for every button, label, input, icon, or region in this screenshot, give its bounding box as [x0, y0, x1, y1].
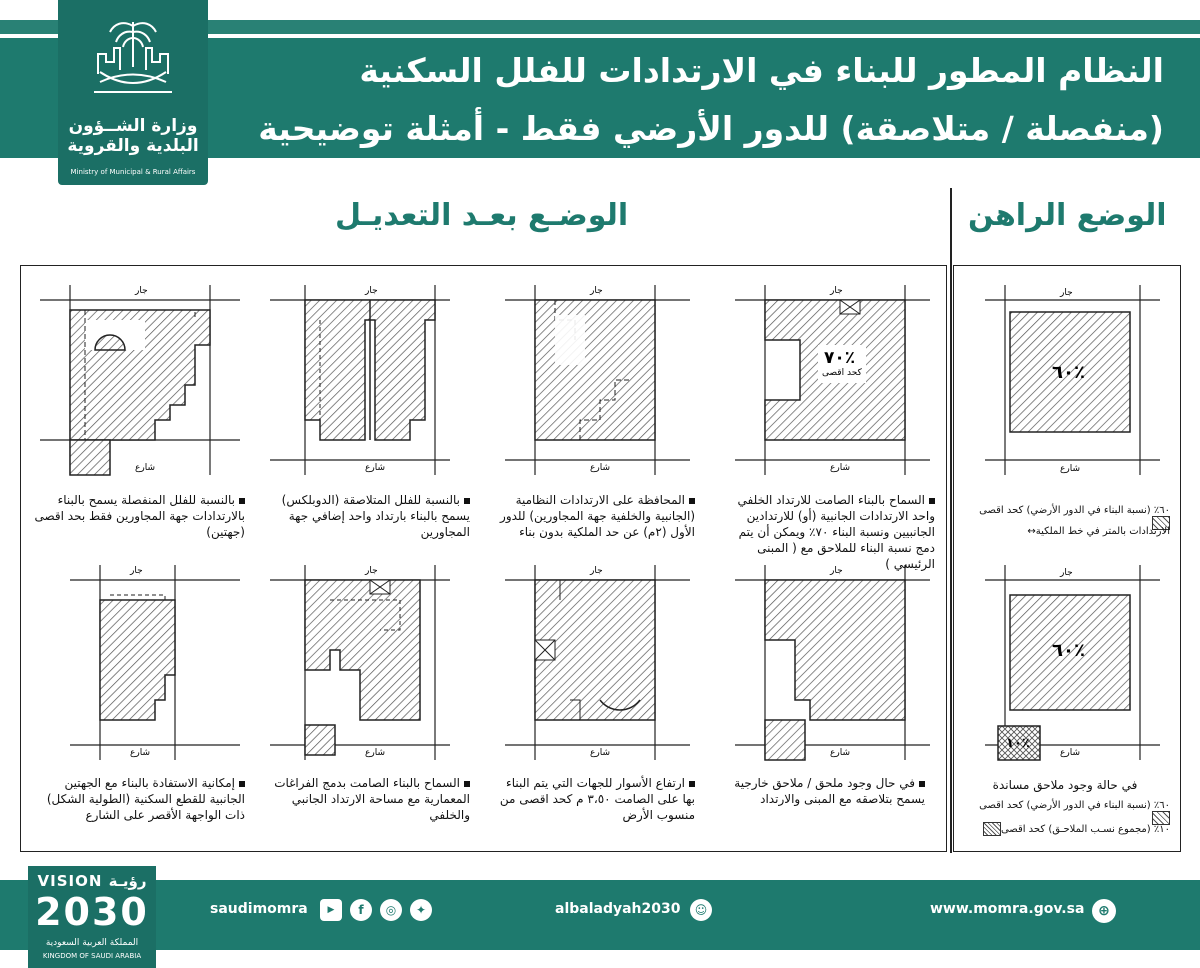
neighbor-label-h: جار: [130, 566, 143, 576]
pct70-label: ٧٠٪: [824, 348, 856, 368]
street-label-b: شارع: [590, 463, 610, 473]
pct60-label-1: ٦٠٪: [1052, 362, 1085, 383]
caption-4-text: بالنسبة للفلل المنفصلة يسمح بالبناء بالارتدادات جهة المجاورين فقط بحد اقصى (جهتين): [34, 493, 245, 539]
pct10-label: ١٠٪: [1006, 736, 1030, 751]
annex-title: في حالة وجود ملاحق مساندة: [992, 778, 1138, 792]
social-handle[interactable]: saudimomra: [210, 901, 308, 917]
neighbor-label-e: جار: [830, 566, 843, 576]
diagram-e: [735, 565, 930, 760]
street-label-g: شارع: [365, 748, 385, 758]
instagram-icon[interactable]: ◎: [380, 899, 402, 921]
caption-6-text: ارتفاع الأسوار للجهات التي يتم البناء بها على الصامت ٣،٥٠ م كحد اقصى من منسوب الأرض: [499, 776, 695, 822]
caption-1-text: السماح بالبناء الصامت للارتداد الخلفي واحد الارتدادات الجانبية (أو) للارتدادين الجانبيين ونسبة البناء ٧٠٪ ويمكن أن يتم دمج نسبة البناء للملاحق مع ( المبنى الرئيسي ): [737, 493, 935, 571]
diagram-a: [735, 285, 930, 475]
title-line1: النظام المطور للبناء في الارتدادات للفلل السكنية: [359, 51, 1164, 90]
street-label-e: شارع: [830, 748, 850, 758]
diagram-d: [40, 285, 240, 475]
caption-8-text: إمكانية الاستفادة بالبناء مع الجهتين الجانبية للقطع السكنية (الطولية الشكل) ذات الواجهة الأقصر على الشارع: [46, 776, 245, 822]
title-line2: (منفصلة / متلاصقة) للدور الأرضي فقط - أمثلة توضيحية: [258, 109, 1164, 148]
neighbor-label-2: جار: [1060, 568, 1073, 578]
street-label-d: شارع: [135, 463, 155, 473]
facebook-icon[interactable]: f: [350, 899, 372, 921]
vision-kingdom-en: KINGDOM OF SAUDI ARABIA: [42, 952, 142, 960]
diagram-current-2: [985, 565, 1160, 760]
bullet-icon: [929, 498, 935, 504]
diagram-f: [505, 565, 690, 760]
arrow-icon: ↔: [1027, 526, 1036, 537]
bullet-icon: [464, 498, 470, 504]
snapchat-icon[interactable]: ☺: [690, 899, 712, 921]
bullet-icon: [689, 781, 695, 787]
ministry-name-line1: وزارة الشــؤون: [68, 116, 198, 136]
diagram-c: [270, 285, 450, 475]
pct60-label-2: ٦٠٪: [1052, 640, 1085, 661]
bullet-icon: [239, 781, 245, 787]
vision-kingdom-ar: المملكة العربية السعودية: [45, 938, 139, 948]
street-label-c: شارع: [365, 463, 385, 473]
caption-5-text: في حال وجود ملحق / ملاحق خارجية يسمح بتلاصقه مع المبنى والارتداد: [734, 776, 925, 806]
section-title-current: الوضع الراهن: [968, 198, 1167, 233]
legend-current-4: [960, 822, 1170, 836]
neighbor-label-b: جار: [590, 286, 603, 296]
vision-label: VISION رؤيـة: [37, 872, 147, 890]
snapchat-handle[interactable]: albaladyah2030: [555, 901, 681, 917]
ministry-name-line2: البلدية والقروية: [67, 136, 199, 156]
pct70-sub-label: كحد اقصى: [822, 368, 862, 378]
bullet-icon: [239, 498, 245, 504]
neighbor-label-d: جار: [135, 286, 148, 296]
caption-7: [265, 775, 470, 823]
diagram-g: [270, 565, 450, 760]
legend-current-2: [960, 526, 1170, 537]
bullet-icon: [464, 781, 470, 787]
caption-2-text: المحافظة على الارتدادات النظامية (الجانبية والخلفية جهة المجاورين) للدور الأول (٢م) عن حد الملكية بدون بناء: [500, 493, 695, 539]
street-label: شارع: [1060, 464, 1080, 474]
street-label-h: شارع: [130, 748, 150, 758]
bullet-icon: [689, 498, 695, 504]
legend-current-4-text: ١٠٪ (مجموع نسـب الملاحـق) كحد اقصى: [1000, 824, 1170, 835]
neighbor-label-g: جار: [365, 566, 378, 576]
youtube-icon[interactable]: ▶: [320, 899, 342, 921]
legend-current-2-text: الارتدادات بالمتر في خط الملكية: [1035, 526, 1170, 537]
street-label-a: شارع: [830, 463, 850, 473]
vision-2030-logo: [28, 866, 156, 968]
section-title-after: الوضـع بعـد التعديـل: [335, 198, 629, 233]
neighbor-label: جار: [1060, 288, 1073, 298]
caption-3: [265, 492, 470, 540]
caption-4: [30, 492, 245, 540]
legend-current-1-text: ٦٠٪ (نسبة البناء في الدور الأرضي) كحد اقصى: [979, 505, 1170, 516]
website-link[interactable]: www.momra.gov.sa: [930, 901, 1085, 917]
neighbor-label-a: جار: [830, 286, 843, 296]
caption-2: [490, 492, 695, 540]
footer: [0, 866, 1200, 968]
street-label-2: شارع: [1060, 748, 1080, 758]
caption-7-text: السماح بالبناء الصامت بدمج الفراغات المعمارية مع مساحة الارتداد الجانبي والخلفي: [274, 776, 470, 822]
twitter-icon[interactable]: ✦: [410, 899, 432, 921]
cross-swatch-icon: [983, 822, 1001, 836]
diagram-b: [505, 285, 690, 475]
caption-1: [720, 492, 935, 572]
street-label-f: شارع: [590, 748, 610, 758]
legend-current-3-text: ٦٠٪ (نسبة البناء في الدور الأرضي) كحد اقصى: [979, 800, 1170, 811]
neighbor-label-c: جار: [365, 286, 378, 296]
vision-year: 2030: [35, 890, 149, 934]
caption-8: [30, 775, 245, 823]
caption-3-text: بالنسبة للفلل المتلاصقة (الدوبلكس) يسمح بالبناء بارتداد واحد إضافي جهة المجاورين: [281, 493, 470, 539]
caption-5: [720, 775, 925, 807]
ministry-name-en: Ministry of Municipal & Rural Affairs: [70, 168, 196, 176]
caption-6: [490, 775, 695, 823]
diagram-h: [70, 565, 240, 760]
globe-icon[interactable]: ⊕: [1092, 899, 1116, 923]
neighbor-label-f: جار: [590, 566, 603, 576]
bullet-icon: [919, 781, 925, 787]
